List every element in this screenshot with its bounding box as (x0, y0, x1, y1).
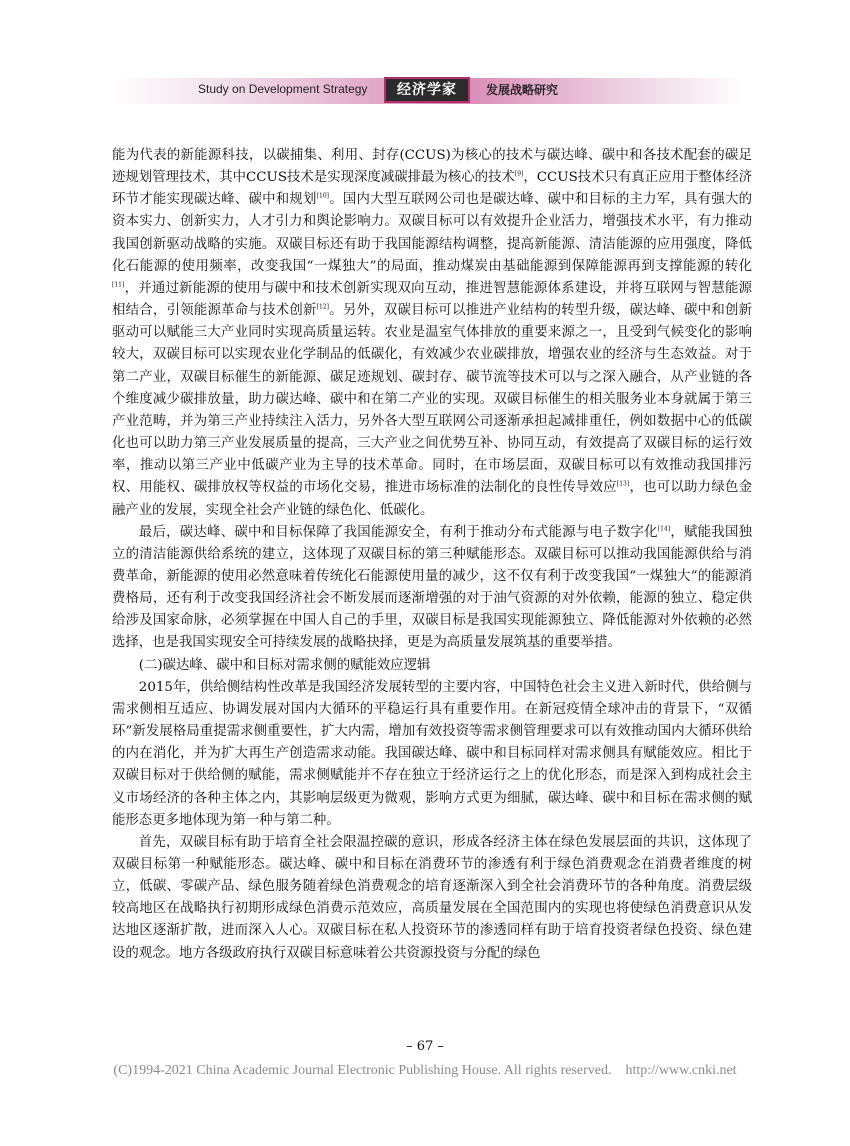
paragraph (112, 522, 752, 655)
paragraph (112, 832, 752, 965)
page-number: – 67 – (406, 1039, 444, 1054)
citation-marker: [12] (316, 303, 330, 311)
text-segment: 最后，碳达峰、碳中和目标保障了我国能源安全，有利于推动分布式能源与电子数字化 (138, 524, 658, 540)
text-segment: ，并通过新能源的使用与碳中和技术创新实现双向互动，推进智慧能源体系建设，并将互联网与智慧能源相结合，引领能源革命与技术创新 (112, 280, 752, 319)
header-chinese-title: 发展战略研究 (486, 83, 559, 97)
citation-marker: [10] (316, 192, 330, 200)
text-segment: 2015年，供给侧结构性改革是我国经济发展转型的主要内容，中国特色社会主义进入新时代，供给侧与需求侧相互适应、协调发展对国内大循环的平稳运行具有重要作用。在新冠疫情全球冲击的背景下，“双循环”新发展格局重提需求侧重要性，扩大内需，增加有效投资等需求侧管理要求可以有效推动国内大循环供给的内在消化，并为扩大再生产创造需求动能。我国碳达峰、碳中和目标同样对需求侧具有赋能效应。相比于双碳目标对于供给侧的赋能，需求侧赋能并不存在独立于经济运行之上的优化形态，而是深入到构成社会主义市场经济的各种主体之内，其影响层级更为微观，影响方式更为细腻，碳达峰、碳中和目标在需求侧的赋能形态更多地体现为第一种与第二种。 (112, 679, 752, 828)
text-segment: ，也可以助力绿色金融产业的发展，实现全社会产业链的绿色化、低碳化。 (112, 480, 753, 518)
citation-marker: [11] (112, 281, 125, 289)
text-segment: 。另外，双碳目标可以推进产业结构的转型升级，碳达峰、碳中和创新驱动可以赋能三大产业同时实现高质量运转。农业是温室气体排放的重要来源之一，且受到气候变化的影响较大，双碳目标可以实现农业化学制品的低碳化，有效减少农业碳排放，增强农业的经济与生态效益。对于第二产业，双碳目标催生的新能源、碳足迹规划、碳封存、碳节流等技术可以与之深入融合，从产业链的各个维度减少碳排放量，助力碳达峰、碳中和在第二产业的实现。双碳目标催生的相关服务业本身就属于第三产业范畴，并为第三产业持续注入活力，另外各大型互联网公司逐渐承担起减排重任，例如数据中心的低碳化也可以助力第三产业发展质量的提高，三大产业之间优势互补、协同互动，有效提高了双碳目标的运行效率，推动以第三产业中低碳产业为主导的技术革命。同时，在市场层面，双碳目标可以有效推动我国排污权、用能权、碳排放权等权益的市场化交易，推进市场标准的法制化的良性传导效应 (112, 303, 753, 496)
header-english-title: Study on Development Strategy (198, 82, 368, 96)
journal-logo: 经济学家 (384, 77, 470, 103)
text-segment: ，赋能我国独立的清洁能源供给系统的建立，这体现了双碳目标的第三种赋能形态。双碳目标可以推动我国能源供给与消费革命，新能源的使用必然意味着传统化石能源使用量的减少，这不仅有利于改变我国“一煤独大”的能源消费格局，还有利于改变我国经济社会不断发展而逐渐增强的对于油气资源的对外依赖，能源的独立、稳定供给涉及国家命脉，必须掌握在中国人自己的手里，双碳目标是我国实现能源独立、降低能源对外依赖的必然选择，也是我国实现安全可持续发展的战略抉择，更是为高质量发展筑基的重要举措。 (112, 524, 752, 651)
text-segment: (二)碳达峰、碳中和目标对需求侧的赋能效应逻辑 (138, 657, 431, 673)
article-body (112, 145, 752, 965)
text-segment: 。国内大型互联网公司也是碳达峰、碳中和目标的主力军，具有强大的资本实力、创新实力，人才引力和舆论影响力。双碳目标可以有效提升企业活力，增强技术水平，有力推动我国创新驱动战略的实施。双碳目标还有助于我国能源结构调整，提高新能源、清洁能源的应用强度，降低化石能源的使用频率，改变我国“一煤独大”的局面，推动煤炭由基础能源到保障能源再到支撑能源的转化 (112, 192, 753, 274)
text-segment: 首先，双碳目标有助于培育全社会限温控碳的意识，形成各经济主体在绿色发展层面的共识，这体现了双碳目标第一种赋能形态。碳达峰、碳中和目标在消费环节的渗透有利于绿色消费观念在消费者维度的树立，低碳、零碳产品、绿色服务随着绿色消费观念的培育逐渐深入到全社会消费环节的各种角度。消费层级较高地区在战略执行初期形成绿色消费示范效应，高质量发展在全国范围内的实现也将使绿色消费意识从发达地区逐渐扩散，进而深入人心。双碳目标在私人投资环节的渗透同样有助于培育投资者绿色投资、绿色建设的观念。地方各级政府执行双碳目标意味着公共资源投资与分配的绿色 (112, 834, 752, 961)
text-segment: ，CCUS技术只有真正应用于整体经济环节才能实现碳达峰、碳中和规划 (112, 170, 752, 208)
citation-marker: [9] (514, 170, 524, 178)
copyright-footer: (C)1994-2021 China Academic Journal Electronic Publishing House. All rights reserved. http://www.cnki.net (113, 1063, 737, 1078)
text-segment: 能为代表的新能源科技，以碳捕集、利用、封存(CCUS)为核心的技术与碳达峰、碳中和各技术配套的碳足迹规划管理技术，其中CCUS技术是实现深度减碳排最为核心的技术 (112, 148, 752, 186)
section-heading (112, 655, 752, 677)
paragraph (112, 145, 752, 522)
citation-marker: [14] (657, 525, 671, 533)
paragraph (112, 677, 752, 832)
citation-marker: [13] (616, 480, 630, 488)
